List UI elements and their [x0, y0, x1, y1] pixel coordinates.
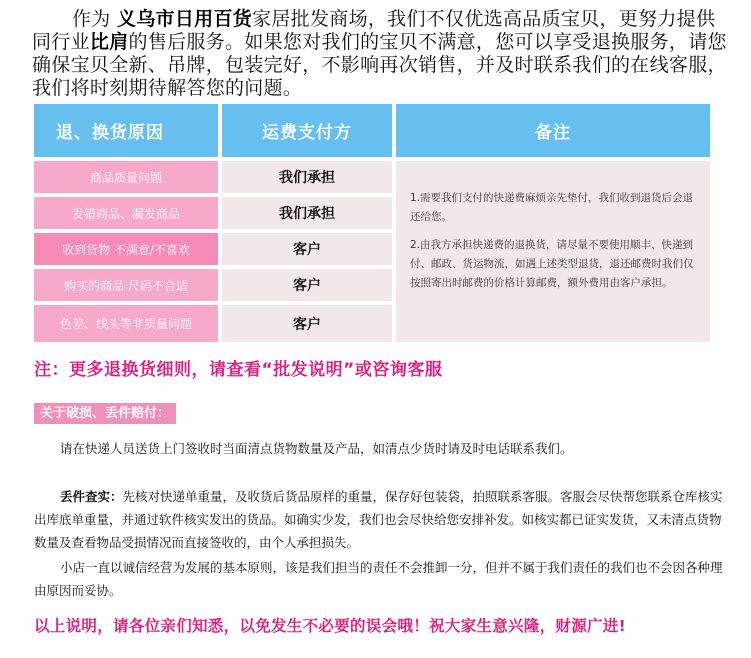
remarks-cell — [396, 161, 710, 342]
payer-cell: 客户 — [222, 233, 392, 265]
reason-cell: 发错商品、漏发商品 — [34, 197, 218, 229]
intro-part-5: 的售后服务。如果您对我们的宝贝不满意，您可以享受退换服务，请您确保宝贝全新、吊牌，包装完好，不影响再次销售，并及时联系我们的在线客服，我们将时刻期待解答您的问题。 — [32, 31, 727, 99]
lost-item-text: 先核对快递单重量，及收货后货品原样的重量，保存好包装袋，拍照联系客服。客服会尽快帮您联系仓库核实出库底单重量，并通过软件核实发出的货品。如确实少发，我们也会尽快给您安排补发。如核实都已证实发货，又未清点货物数量及查看物品受损情况而直接签收的，由个人承担损失。 — [34, 489, 723, 550]
return-policy-table — [34, 104, 710, 342]
intro-part-1: 作为 — [72, 8, 111, 30]
lost-item-key: 丢件查实： — [60, 489, 123, 504]
header-remarks: 备注 — [396, 104, 710, 157]
principle-text: 小店一直以诚信经营为发展的基本原则，该是我们担当的责任不会推卸一分，但并不属于我们责任的我们也不会因各种理由原因而妥协。 — [34, 560, 723, 598]
reason-cell: 收到货物 不满意/不喜欢 — [34, 233, 218, 265]
reason-cell: 购买的商品 尺码不合适 — [34, 269, 218, 301]
damage-section-tag: 关于破损、丢件赔付： — [34, 403, 176, 424]
intro-text — [32, 8, 732, 100]
closing-message: 以上说明，请各位亲们知悉，以免发生不必要的误会哦！祝大家生意兴隆，财源广进! — [34, 617, 626, 635]
damage-paragraph-3 — [34, 556, 724, 602]
remark-2: 2.由我方承担快递费的退换货，请尽量不要使用顺丰、快递到付、邮政、货运物流，如遇上述类型退货，退还邮费时我们仅按照寄出时邮费的价格计算邮费，额外费用由客户承担。 — [410, 239, 694, 289]
intro-part-3: 家居批发商场，我们不仅优选高品质宝贝，更努力提供同行业 — [32, 8, 716, 53]
reason-cell: 商品质量问题 — [34, 161, 218, 193]
payer-cell: 客户 — [222, 305, 392, 342]
header-payer: 运费支付方 — [222, 104, 392, 157]
intro-highlight-bijian: 比肩 — [89, 31, 129, 53]
reason-cell: 色差、线头等非质量问题 — [34, 305, 218, 342]
damage-paragraph-2 — [34, 485, 724, 554]
payer-cell: 我们承担 — [222, 161, 392, 193]
payer-cell: 我们承担 — [222, 197, 392, 229]
remark-1: 1.需要我们支付的快递费麻烦亲先垫付，我们收到退货后会退还给您。 — [410, 192, 694, 223]
header-reason: 退、换货原因 — [34, 104, 218, 157]
damage-paragraph-1: 请在快递人员送货上门签收时当面清点货物数量及产品，如清点少货时请及时电话联系我们。 — [60, 441, 573, 456]
more-details-notice: 注：更多退换货细则，请查看“批发说明”或咨询客服 — [34, 360, 443, 380]
intro-highlight-market: 义乌市日用百货 — [116, 8, 253, 30]
payer-cell: 客户 — [222, 269, 392, 301]
